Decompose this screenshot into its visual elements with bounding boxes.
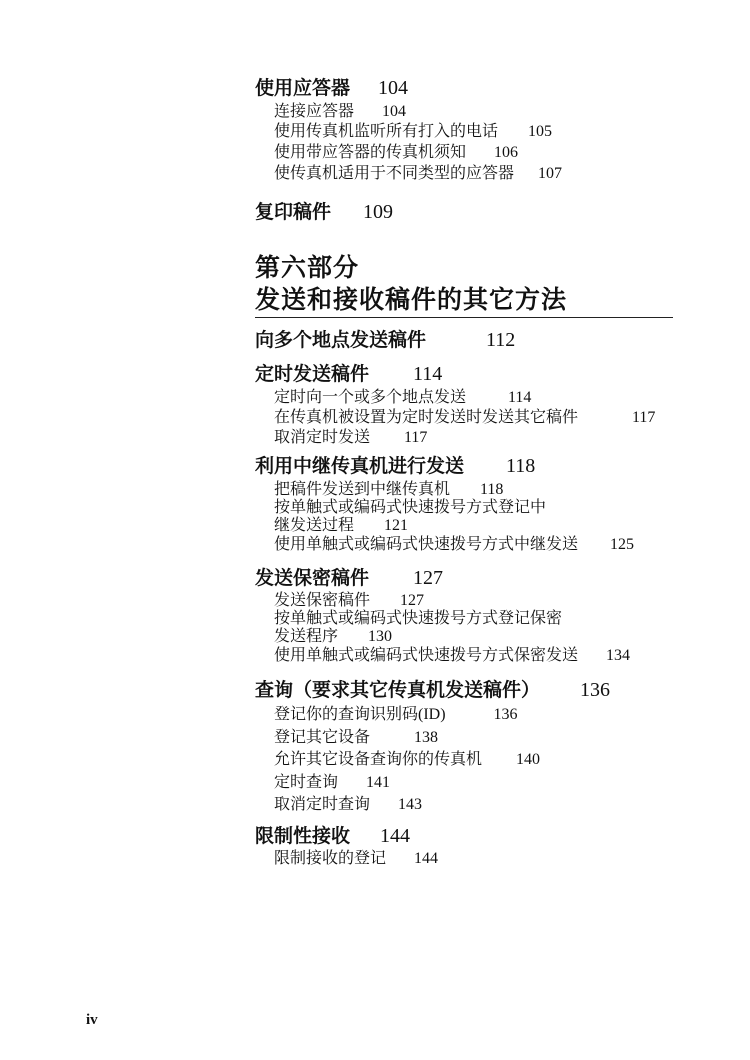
toc-entry: 使用单触式或编码式快速拨号方式中继发送 125: [274, 536, 635, 553]
toc-entry: 按单触式或编码式快速拨号方式登记保密: [274, 610, 563, 627]
toc-entry: 使用单触式或编码式快速拨号方式保密发送 134: [274, 647, 631, 664]
toc-entry: 把稿件发送到中继传真机 118: [274, 481, 504, 498]
section-timed-send: 定时发送稿件 114: [255, 363, 443, 385]
toc-entry: 使用传真机监听所有打入的电话 105: [274, 123, 553, 140]
toc-entry: 使传真机适用于不同类型的应答器 107: [274, 165, 563, 182]
part-title-line2: 发送和接收稿件的其它方法: [255, 285, 568, 314]
section-polling: 查询（要求其它传真机发送稿件） 136: [255, 679, 611, 701]
toc-entry: 允许其它设备查询你的传真机 140: [274, 751, 541, 768]
section-restricted: 限制性接收 144: [255, 825, 411, 847]
part-title-line1: 第六部分: [255, 253, 360, 282]
section-relay: 利用中继传真机进行发送 118: [255, 455, 536, 477]
toc-entry: 使用带应答器的传真机须知 106: [274, 144, 519, 161]
section-copy: 复印稿件 109: [255, 201, 394, 223]
toc-entry: 登记其它设备 138: [274, 729, 439, 746]
section-multi-send: 向多个地点发送稿件 112: [255, 329, 516, 351]
section-confidential: 发送保密稿件 127: [255, 567, 444, 589]
toc-entry: 发送程序 130: [274, 628, 393, 645]
toc-entry: 限制接收的登记 144: [274, 850, 439, 867]
toc-entry: 按单触式或编码式快速拨号方式登记中: [274, 499, 547, 516]
toc-entry: 在传真机被设置为定时发送时发送其它稿件 117: [274, 409, 656, 426]
toc-entry: 定时向一个或多个地点发送 114: [274, 389, 532, 406]
toc-entry: 取消定时发送 117: [274, 429, 428, 446]
page-number: iv: [86, 1012, 98, 1028]
toc-entry: 定时查询 141: [274, 774, 391, 791]
toc-entry: 取消定时查询 143: [274, 796, 423, 813]
part-divider: [255, 317, 673, 318]
toc-entry: 连接应答器 104: [274, 103, 407, 120]
toc-entry: 发送保密稿件 127: [274, 592, 425, 609]
section-answering-machine: 使用应答器 104: [255, 77, 409, 99]
toc-entry: 登记你的查询识别码(ID) 136: [274, 706, 518, 723]
toc-entry: 继发送过程 121: [274, 517, 409, 534]
